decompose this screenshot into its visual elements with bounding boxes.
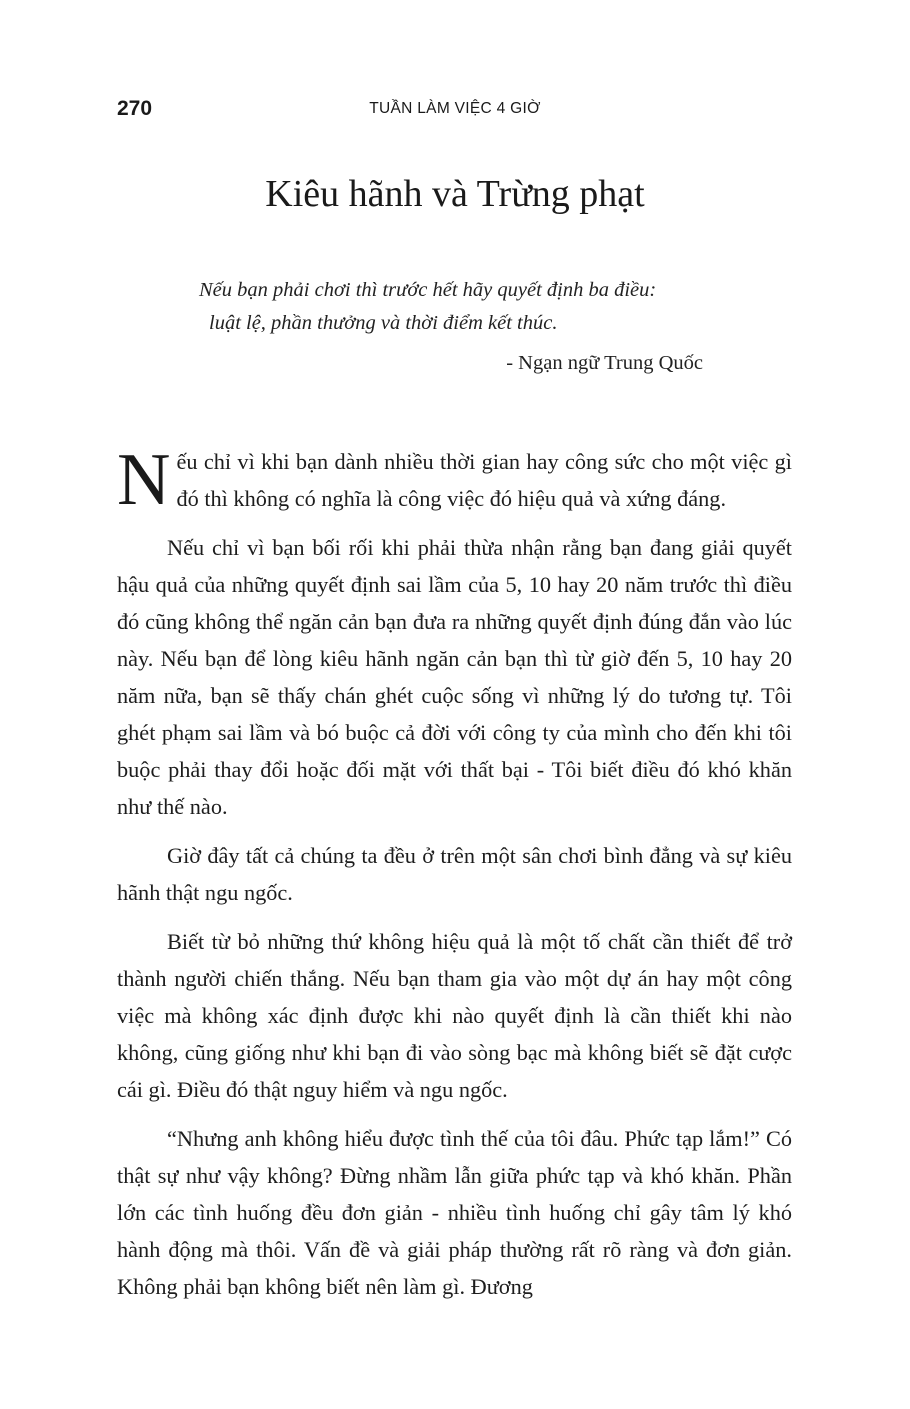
paragraph-5: “Nhưng anh không hiểu được tình thế của tôi đâu. Phức tạp lắm!” Có thật sự như vậy không? Đừng nhầm lẫn giữa phức tạp và khó khăn. Phần lớn các tình huống đều đơn giản - nhiều tình huống chỉ gây tâm lý khó hành động mà thôi. Vấn đề và giải pháp thường rất rõ ràng và đơn giản. Không phải bạn không biết nên làm gì. Đương <box>117 1126 792 1299</box>
epigraph-source: - Ngạn ngữ Trung Quốc <box>506 352 703 374</box>
epigraph-line-1: Nếu bạn phải chơi thì trước hết hãy quyết định ba điều: <box>199 279 657 301</box>
paragraph-4: Biết từ bỏ những thứ không hiệu quả là một tố chất cần thiết để trở thành người chiến thắng. Nếu bạn tham gia vào một dự án hay một công việc mà không xác định được khi nào quyết định là cần thiết khi nào không, cũng giống như khi bạn đi vào sòng bạc mà không biết sẽ đặt cược cái gì. Điều đó thật nguy hiểm và ngu ngốc. <box>117 929 792 1102</box>
running-header-book-title: TUẦN LÀM VIỆC 4 GIỜ <box>369 100 541 117</box>
page-number: 270 <box>117 97 153 120</box>
paragraph-3: Giờ đây tất cả chúng ta đều ở trên một sân chơi bình đẳng và sự kiêu hãnh thật ngu ngốc. <box>117 843 792 905</box>
drop-cap: N <box>117 439 171 521</box>
chapter-title: Kiêu hãnh và Trừng phạt <box>265 173 645 215</box>
paragraph-1-text: ếu chỉ vì khi bạn dành nhiều thời gian hay công sức cho một việc gì đó thì không có nghĩa là công việc đó hiệu quả và xứng đáng. <box>176 449 792 511</box>
paragraph-2: Nếu chỉ vì bạn bối rối khi phải thừa nhận rằng bạn đang giải quyết hậu quả của những quyết định sai lầm của 5, 10 hay 20 năm trước thì điều đó cũng không thể ngăn cản bạn đưa ra những quyết định đúng đắn vào lúc này. Nếu bạn để lòng kiêu hãnh ngăn cản bạn thì từ giờ đến 5, 10 hay 20 năm nữa, bạn sẽ thấy chán ghét cuộc sống vì những lý do tương tự. Tôi ghét phạm sai lầm và bó buộc cả đời với công ty của mình cho đến khi tôi buộc phải thay đổi hoặc đối mặt với thất bại - Tôi biết điều đó khó khăn như thế nào. <box>117 535 792 819</box>
body-text <box>117 439 792 1317</box>
epigraph-line-2: luật lệ, phần thưởng và thời điểm kết thúc. <box>209 312 558 334</box>
epigraph <box>199 274 719 340</box>
paragraph-1 <box>117 439 792 521</box>
